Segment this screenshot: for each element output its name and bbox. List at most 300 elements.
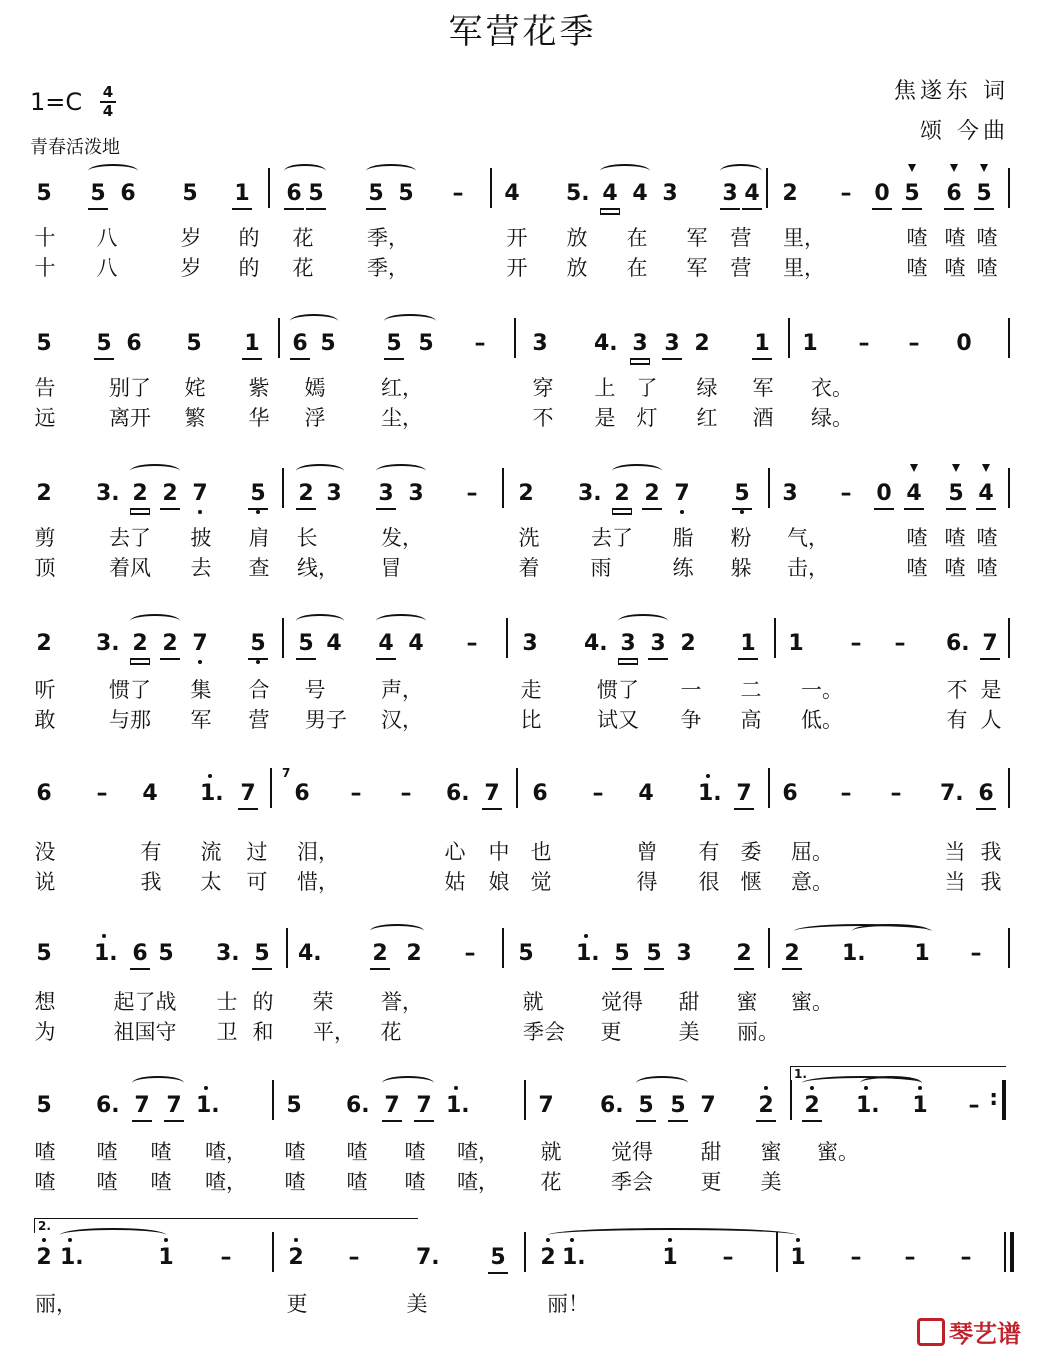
note: 7 bbox=[980, 630, 1000, 660]
lyric-word: 喳 bbox=[346, 1140, 368, 1164]
lyric-word: 击， bbox=[787, 556, 829, 580]
lyric-word: 蜜。 bbox=[791, 990, 833, 1014]
lyric-word: 去了 bbox=[109, 526, 151, 550]
lyric-word: 蜜 bbox=[736, 990, 758, 1014]
barline bbox=[502, 928, 504, 968]
note: 1 bbox=[914, 941, 930, 966]
lyric-word: 蜜 bbox=[760, 1140, 782, 1164]
lyric-word: 集 bbox=[190, 678, 212, 702]
lyric-word: 惬 bbox=[740, 870, 762, 894]
logo-text: 琴艺谱 bbox=[949, 1320, 1021, 1348]
note: 1. bbox=[60, 1245, 84, 1270]
note: – bbox=[850, 1245, 862, 1270]
note: – bbox=[894, 631, 906, 656]
lyric-word: 姹 bbox=[184, 376, 206, 400]
lyric-line bbox=[0, 1016, 1045, 1046]
note: 1 bbox=[660, 1244, 680, 1272]
note: 7 bbox=[734, 780, 754, 810]
note: 5 bbox=[158, 941, 174, 966]
note: 5 bbox=[94, 330, 114, 360]
lyric-word: 八 bbox=[96, 256, 118, 280]
note: – bbox=[858, 331, 870, 356]
slur bbox=[636, 1076, 688, 1090]
note: – bbox=[840, 481, 852, 506]
note: – bbox=[464, 941, 476, 966]
note: 1. bbox=[196, 1093, 220, 1118]
note: 2 bbox=[612, 480, 632, 510]
lyric-line bbox=[0, 836, 1045, 866]
note: 5 bbox=[296, 630, 316, 660]
notation-system bbox=[0, 480, 1045, 520]
note: 5 bbox=[306, 180, 326, 210]
note: 5 bbox=[182, 181, 198, 206]
note: 4 bbox=[638, 781, 654, 806]
note: 6 bbox=[120, 181, 136, 206]
note: 3 bbox=[720, 180, 740, 210]
lyric-word: 屈。 bbox=[791, 840, 833, 864]
note: – bbox=[452, 181, 464, 206]
lyric-word: 就 bbox=[540, 1140, 562, 1164]
note: – bbox=[474, 331, 486, 356]
lyric-word: 平， bbox=[313, 1020, 355, 1044]
lyric-word: 喳 bbox=[150, 1140, 172, 1164]
lyric-word: 也 bbox=[530, 840, 552, 864]
note: 2 bbox=[680, 631, 696, 656]
note: 2 bbox=[734, 940, 754, 970]
note: 2 bbox=[160, 630, 180, 660]
lyric-word: 季， bbox=[367, 256, 409, 280]
lyric-word: 很 bbox=[698, 870, 720, 894]
lyric-word: 蜜。 bbox=[817, 1140, 859, 1164]
notation-system bbox=[0, 940, 1045, 980]
lyric-word: 喳， bbox=[205, 1170, 247, 1194]
lyric-word: 开 bbox=[506, 256, 528, 280]
lyric-word: 心 bbox=[444, 840, 466, 864]
lyric-word: 声， bbox=[381, 678, 423, 702]
note: 1 bbox=[242, 330, 262, 360]
lyric-word: 灯 bbox=[636, 406, 658, 430]
lyric-word: 祖国守 bbox=[113, 1020, 177, 1044]
lyric-word: 低。 bbox=[801, 708, 843, 732]
time-signature-bottom: 4 bbox=[102, 102, 114, 120]
lyric-line bbox=[0, 866, 1045, 896]
slur bbox=[376, 464, 426, 478]
lyric-word: 可 bbox=[246, 870, 268, 894]
note: 5 bbox=[418, 331, 434, 356]
note: 5 bbox=[974, 180, 994, 210]
lyricist-credit: 焦遂东 词 bbox=[894, 79, 1009, 104]
note: 3. bbox=[578, 481, 602, 506]
note: 6 bbox=[782, 781, 798, 806]
note: 0 bbox=[872, 180, 892, 210]
note: – bbox=[96, 781, 108, 806]
note: 4 bbox=[904, 480, 924, 510]
lyric-word: 喳 bbox=[906, 256, 928, 280]
lyric-word: 岁 bbox=[180, 256, 202, 280]
lyric-word: 太 bbox=[200, 870, 222, 894]
lyric-word: 更 bbox=[700, 1170, 722, 1194]
lyric-word: 为 bbox=[34, 1020, 56, 1044]
lyric-word: 喳 bbox=[944, 256, 966, 280]
note: 6. bbox=[346, 1093, 370, 1118]
lyric-word: 练 bbox=[672, 556, 694, 580]
lyric-word: 嫣 bbox=[304, 376, 326, 400]
lyric-word: 查 bbox=[248, 556, 270, 580]
note: 5 bbox=[252, 940, 272, 970]
lyric-word: 流 bbox=[200, 840, 222, 864]
note: – bbox=[722, 1245, 734, 1270]
note: 4 bbox=[600, 180, 620, 210]
note: 4 bbox=[142, 781, 158, 806]
barline bbox=[1008, 928, 1010, 968]
slur bbox=[296, 614, 344, 628]
barline bbox=[278, 318, 280, 358]
note: 1 bbox=[788, 1244, 808, 1272]
slur bbox=[284, 164, 326, 178]
key-signature: 1=C bbox=[30, 88, 83, 116]
note: 7 bbox=[482, 780, 502, 810]
lyric-word: 喳 bbox=[976, 226, 998, 250]
note: 4. bbox=[584, 631, 608, 656]
note: 1 bbox=[802, 331, 818, 356]
note: – bbox=[592, 781, 604, 806]
lyric-word: 我 bbox=[140, 870, 162, 894]
note: 1 bbox=[910, 1092, 930, 1120]
note: 3 bbox=[618, 630, 638, 660]
note: 3. bbox=[96, 631, 120, 656]
barline bbox=[490, 168, 492, 208]
note: 1 bbox=[752, 330, 772, 360]
lyric-word: 远 bbox=[34, 406, 56, 430]
note: 1 bbox=[788, 631, 804, 656]
lyric-word: 放 bbox=[566, 226, 588, 250]
note: 3 bbox=[532, 331, 548, 356]
song-title: 军营花季 bbox=[448, 12, 597, 52]
lyric-line bbox=[0, 986, 1045, 1016]
note: 7. bbox=[940, 781, 964, 806]
note: 4 bbox=[632, 181, 648, 206]
lyric-word: 喳 bbox=[346, 1170, 368, 1194]
lyric-word: 十 bbox=[34, 256, 56, 280]
note: 2 bbox=[160, 480, 180, 510]
note: – bbox=[970, 941, 982, 966]
lyric-word: 花 bbox=[380, 1020, 402, 1044]
lyric-word: 一 bbox=[680, 678, 702, 702]
note: 3 bbox=[326, 481, 342, 506]
lyric-word: 意。 bbox=[791, 870, 833, 894]
note: 6 bbox=[294, 781, 310, 806]
lyric-word: 想 bbox=[34, 990, 56, 1014]
lyric-word: 去 bbox=[190, 556, 212, 580]
lyric-word: 喳 bbox=[976, 526, 998, 550]
notation-system bbox=[0, 630, 1045, 670]
note: – bbox=[400, 781, 412, 806]
lyric-word: 岁 bbox=[180, 226, 202, 250]
lyric-word: 里， bbox=[783, 256, 825, 280]
slur bbox=[132, 1076, 184, 1090]
note: 7 bbox=[238, 780, 258, 810]
lyric-word: 有 bbox=[140, 840, 162, 864]
lyric-word: 和 bbox=[252, 1020, 274, 1044]
note: 2 bbox=[34, 1244, 54, 1272]
lyric-word: 线， bbox=[297, 556, 339, 580]
lyric-word: 不 bbox=[946, 678, 968, 702]
lyric-word: 营 bbox=[248, 708, 270, 732]
lyric-word: 开 bbox=[506, 226, 528, 250]
note: 6 bbox=[36, 781, 52, 806]
barline bbox=[268, 168, 270, 208]
slur bbox=[88, 164, 138, 178]
lyric-word: 丽。 bbox=[737, 1020, 779, 1044]
barline bbox=[1008, 318, 1010, 358]
lyric-word: 甜 bbox=[678, 990, 700, 1014]
slur bbox=[366, 164, 416, 178]
lyric-word: 粉 bbox=[730, 526, 752, 550]
lyric-word: 喳 bbox=[34, 1140, 56, 1164]
note: 7 bbox=[414, 1092, 434, 1122]
lyric-word: 男子 bbox=[305, 708, 347, 732]
lyric-word: 士 bbox=[216, 990, 238, 1014]
lyric-word: 八 bbox=[96, 226, 118, 250]
lyric-word: 说 bbox=[34, 870, 56, 894]
slur bbox=[382, 1076, 434, 1090]
note: 1. bbox=[94, 941, 118, 966]
note: 5 bbox=[384, 330, 404, 360]
note: 6 bbox=[126, 331, 142, 356]
lyric-word: 尘， bbox=[381, 406, 423, 430]
slur bbox=[370, 924, 424, 938]
lyric-word: 喳 bbox=[906, 556, 928, 580]
note: 1 bbox=[738, 630, 758, 660]
note: 4. bbox=[298, 941, 322, 966]
lyric-word: 长 bbox=[296, 526, 318, 550]
lyric-word: 的 bbox=[252, 990, 274, 1014]
note: 0 bbox=[956, 331, 972, 356]
note: 5 bbox=[668, 1092, 688, 1122]
lyric-word: 就 bbox=[522, 990, 544, 1014]
lyric-word: 躲 bbox=[730, 556, 752, 580]
note: 7. bbox=[416, 1245, 440, 1270]
tempo-marking: 青春活泼地 bbox=[30, 137, 120, 158]
slur bbox=[548, 1228, 796, 1242]
lyric-word: 荣 bbox=[312, 990, 334, 1014]
barline bbox=[768, 468, 770, 508]
lyric-word: 喳 bbox=[284, 1170, 306, 1194]
lyric-word: 喳， bbox=[457, 1140, 499, 1164]
note: 1. bbox=[446, 1093, 470, 1118]
lyric-word: 季会 bbox=[523, 1020, 565, 1044]
lyric-word: 军 bbox=[686, 256, 708, 280]
note: 1. bbox=[576, 941, 600, 966]
lyric-word: 肩 bbox=[248, 526, 270, 550]
lyric-word: 军 bbox=[752, 376, 774, 400]
barline bbox=[524, 1232, 526, 1272]
barline bbox=[766, 168, 768, 208]
slur bbox=[290, 314, 338, 328]
lyric-word: 季， bbox=[367, 226, 409, 250]
note: 1. bbox=[842, 941, 866, 966]
note: 5 bbox=[36, 331, 52, 356]
notation-system bbox=[0, 1067, 1045, 1132]
note: 2 bbox=[130, 480, 150, 510]
lyric-word: 喳 bbox=[906, 226, 928, 250]
lyric-word: 争 bbox=[680, 708, 702, 732]
note: 5 bbox=[248, 630, 268, 660]
lyric-word: 没 bbox=[34, 840, 56, 864]
lyric-line bbox=[0, 1136, 1045, 1166]
lyric-word: 是 bbox=[980, 678, 1002, 702]
lyric-line bbox=[0, 704, 1045, 734]
note: 2 bbox=[782, 940, 802, 970]
lyric-line bbox=[0, 402, 1045, 432]
lyric-word: 着风 bbox=[109, 556, 151, 580]
note: 5 bbox=[644, 940, 664, 970]
note: 3. bbox=[96, 481, 120, 506]
note: 2 bbox=[538, 1244, 558, 1272]
lyric-word: 丽， bbox=[35, 1292, 77, 1316]
note: 7 bbox=[538, 1093, 554, 1118]
lyric-word: 二 bbox=[740, 678, 762, 702]
lyric-word: 起了战 bbox=[113, 990, 177, 1014]
slur bbox=[852, 924, 930, 938]
lyric-word: 浮 bbox=[304, 406, 326, 430]
slur bbox=[376, 614, 426, 628]
lyric-word: 与那 bbox=[109, 708, 151, 732]
note: – bbox=[220, 1245, 232, 1270]
lyric-word: 着 bbox=[518, 556, 540, 580]
lyric-word: 喳 bbox=[976, 256, 998, 280]
lyric-word: 喳 bbox=[150, 1170, 172, 1194]
slur bbox=[600, 164, 650, 178]
lyric-word: 甜 bbox=[700, 1140, 722, 1164]
lyric-word: 更 bbox=[600, 1020, 622, 1044]
lyric-word: 喳 bbox=[976, 556, 998, 580]
barline bbox=[1008, 468, 1010, 508]
note: 7 bbox=[164, 1092, 184, 1122]
barline bbox=[1008, 168, 1010, 208]
lyric-word: 了 bbox=[636, 376, 658, 400]
lyric-word: 一。 bbox=[801, 678, 843, 702]
note: 6 bbox=[290, 330, 310, 360]
note: 5 bbox=[518, 941, 534, 966]
note: 5 bbox=[248, 480, 268, 510]
time-signature bbox=[98, 84, 118, 120]
lyric-word: 过 bbox=[246, 840, 268, 864]
lyric-word: 军 bbox=[190, 708, 212, 732]
barline bbox=[1008, 768, 1010, 808]
lyric-word: 丽！ bbox=[547, 1292, 589, 1316]
note: – bbox=[466, 631, 478, 656]
lyric-word: 觉得 bbox=[611, 1140, 653, 1164]
note: 2 bbox=[36, 631, 52, 656]
barline bbox=[282, 618, 284, 658]
note: 2 bbox=[286, 1244, 306, 1272]
lyric-word: 的 bbox=[238, 226, 260, 250]
note: 1. bbox=[200, 781, 224, 806]
lyric-word: 有 bbox=[946, 708, 968, 732]
lyric-word: 穿 bbox=[532, 376, 554, 400]
lyric-word: 上 bbox=[594, 376, 616, 400]
note: 6 bbox=[284, 180, 304, 210]
note: 2 bbox=[130, 630, 150, 660]
note: 2 bbox=[370, 940, 390, 970]
lyric-word: 号 bbox=[304, 678, 326, 702]
note: 5 bbox=[946, 480, 966, 510]
note: – bbox=[968, 1093, 980, 1118]
slur bbox=[130, 614, 180, 628]
lyric-word: 喳 bbox=[96, 1140, 118, 1164]
note: 6. bbox=[446, 781, 470, 806]
lyric-word: 花 bbox=[292, 226, 314, 250]
lyric-word: 惯了 bbox=[597, 678, 639, 702]
slur bbox=[612, 464, 662, 478]
barline bbox=[272, 1080, 274, 1120]
lyric-word: 紫 bbox=[248, 376, 270, 400]
barline bbox=[286, 928, 288, 968]
note: 6 bbox=[532, 781, 548, 806]
note: 6 bbox=[976, 780, 996, 810]
note: – bbox=[350, 781, 362, 806]
lyric-word: 在 bbox=[626, 256, 648, 280]
note: 7 bbox=[700, 1093, 716, 1118]
slur bbox=[130, 464, 180, 478]
note: 5 bbox=[636, 1092, 656, 1122]
lyric-word: 剪 bbox=[34, 526, 56, 550]
lyric-word: 试又 bbox=[597, 708, 639, 732]
lyric-word: 娘 bbox=[488, 870, 510, 894]
note: – bbox=[348, 1245, 360, 1270]
barline bbox=[514, 318, 516, 358]
barline bbox=[788, 318, 790, 358]
lyric-word: 披 bbox=[190, 526, 212, 550]
lyric-word: 洗 bbox=[518, 526, 540, 550]
lyric-word: 姑 bbox=[444, 870, 466, 894]
note: 5 bbox=[398, 181, 414, 206]
notation-system bbox=[0, 766, 1045, 820]
lyric-word: 的 bbox=[238, 256, 260, 280]
lyric-word: 去了 bbox=[591, 526, 633, 550]
lyric-word: 曾 bbox=[636, 840, 658, 864]
lyric-word: 喳 bbox=[96, 1170, 118, 1194]
note: 2 bbox=[694, 331, 710, 356]
lyric-word: 气， bbox=[787, 526, 829, 550]
note: 1 bbox=[232, 180, 252, 210]
note: 5. bbox=[566, 181, 590, 206]
lyric-word: 顶 bbox=[34, 556, 56, 580]
note: 5 bbox=[88, 180, 108, 210]
lyric-word: 更 bbox=[286, 1292, 308, 1316]
note: 3 bbox=[630, 330, 650, 360]
barline bbox=[270, 768, 272, 808]
lyric-word: 美 bbox=[678, 1020, 700, 1044]
lyric-word: 惯了 bbox=[109, 678, 151, 702]
note: 6. bbox=[96, 1093, 120, 1118]
lyric-word: 绿 bbox=[696, 376, 718, 400]
note: 1. bbox=[698, 781, 722, 806]
barline bbox=[790, 1080, 792, 1120]
lyric-word: 觉得 bbox=[601, 990, 643, 1014]
lyric-word: 我 bbox=[980, 840, 1002, 864]
lyric-word: 华 bbox=[248, 406, 270, 430]
barline bbox=[524, 1080, 526, 1120]
note: 2 bbox=[296, 480, 316, 510]
note: 7 bbox=[190, 480, 210, 508]
lyric-word: 委 bbox=[740, 840, 762, 864]
note: 5 bbox=[902, 180, 922, 210]
lyric-word: 中 bbox=[488, 840, 510, 864]
note: 7 bbox=[382, 1092, 402, 1122]
note: 7 bbox=[672, 480, 692, 508]
